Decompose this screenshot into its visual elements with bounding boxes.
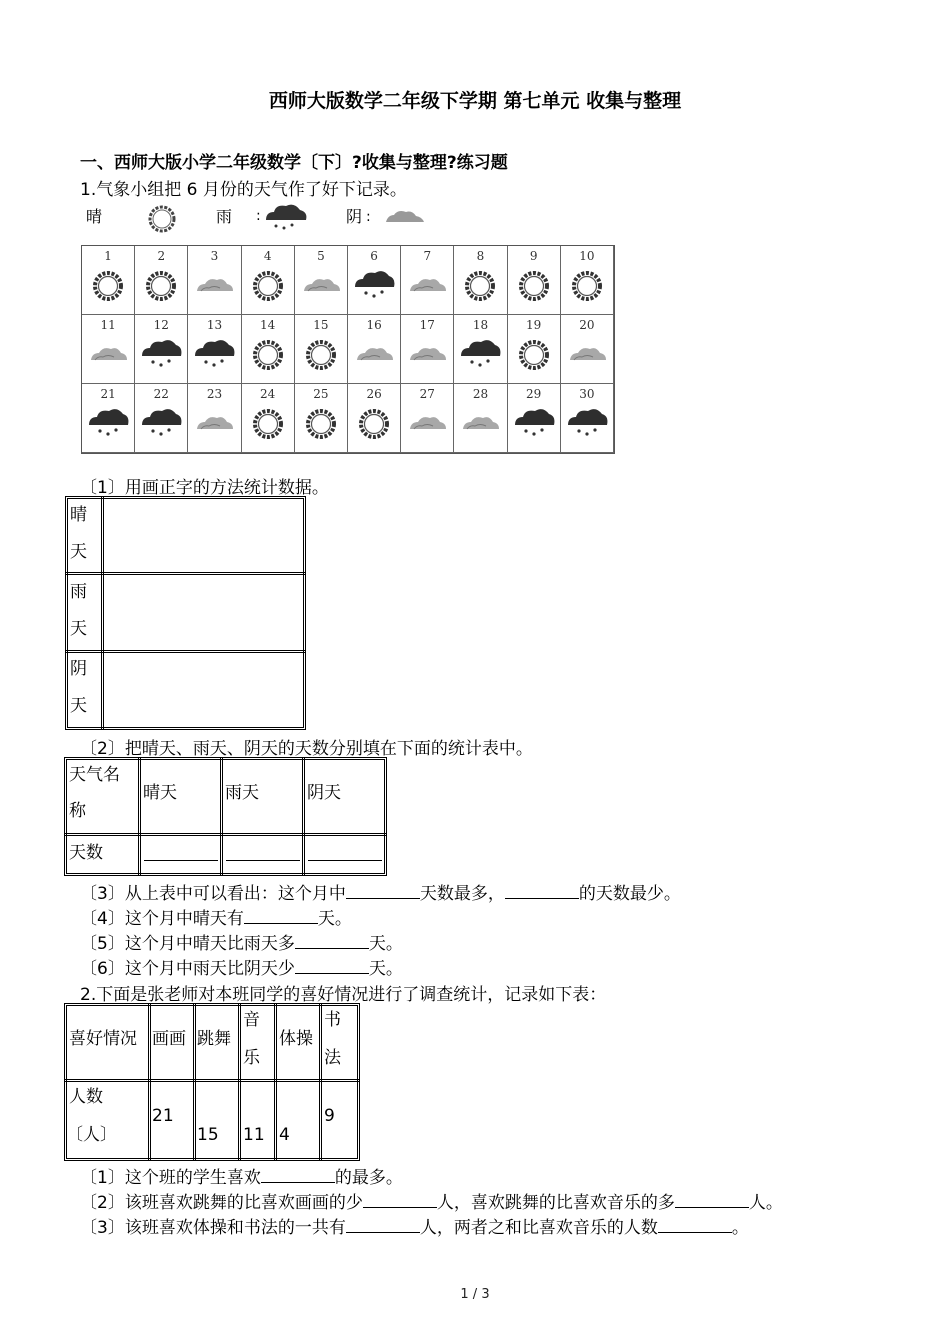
calendar-day-cell bbox=[188, 384, 241, 453]
calendar-day-number: 23 bbox=[206, 387, 223, 401]
svg-text::: : bbox=[256, 208, 261, 224]
hobby-col-dance: 跳舞 bbox=[197, 1029, 231, 1049]
calendar-day-cell bbox=[242, 315, 295, 384]
calendar-day-number: 13 bbox=[206, 318, 223, 332]
overcast-cloud-icon bbox=[299, 267, 343, 307]
calendar-day-number: 20 bbox=[579, 318, 595, 332]
overcast-cloud-icon bbox=[405, 267, 449, 307]
stat-col-sunny: 晴天 bbox=[143, 783, 177, 803]
answer-blank[interactable] bbox=[261, 1181, 335, 1183]
sun-icon bbox=[249, 267, 287, 309]
hobby-col-calligraphy-a: 书 bbox=[324, 1010, 341, 1030]
question-1-3: 〔3〕从上表中可以看出：这个月中 天数最多， 的天数最少。 bbox=[80, 884, 681, 904]
hobby-row-count-b: 〔人〕 bbox=[66, 1125, 117, 1145]
legend-rain-label: 雨 bbox=[216, 207, 233, 226]
question-2-1: 〔1〕这个班的学生喜欢 的最多。 bbox=[80, 1168, 403, 1188]
sun-icon bbox=[302, 336, 340, 378]
rain-cloud-icon bbox=[565, 405, 609, 445]
overcast-cloud-icon bbox=[405, 405, 449, 445]
hobby-value: 9 bbox=[324, 1106, 335, 1126]
calendar-day-cell bbox=[454, 315, 507, 384]
calendar-day-number: 17 bbox=[419, 318, 435, 332]
calendar-day-number: 29 bbox=[526, 387, 542, 401]
calendar-day-cell bbox=[401, 246, 454, 315]
answer-blank-rain[interactable] bbox=[226, 860, 300, 861]
calendar-day-cell bbox=[561, 384, 614, 453]
calendar-day-number: 11 bbox=[100, 318, 116, 332]
question-1-6: 〔6〕这个月中雨天比阴天少 天。 bbox=[80, 959, 403, 979]
stat-col-rain: 雨天 bbox=[225, 783, 259, 803]
answer-blank[interactable] bbox=[244, 922, 318, 924]
answer-blank[interactable] bbox=[658, 1231, 732, 1233]
calendar-day-number: 28 bbox=[472, 387, 489, 401]
question-1-2: 〔2〕把晴天、雨天、阴天的天数分别填在下面的统计表中。 bbox=[80, 739, 533, 759]
tally-row-rain-a: 雨 bbox=[70, 582, 87, 602]
page-title: 西师大版数学二年级下学期 第七单元 收集与整理 bbox=[268, 90, 682, 112]
tally-row-overcast-b: 天 bbox=[70, 696, 87, 716]
rain-cloud-icon bbox=[352, 267, 396, 307]
hobby-row-count-a: 人数 bbox=[69, 1087, 103, 1107]
overcast-cloud-icon bbox=[352, 336, 396, 376]
question-2-3: 〔3〕该班喜欢体操和书法的一共有 人，两者之和比喜欢音乐的人数 。 bbox=[80, 1218, 749, 1238]
rain-cloud-icon bbox=[139, 336, 183, 376]
legend-sunny-label: 晴 bbox=[86, 207, 103, 226]
tally-row-sunny-b: 天 bbox=[70, 542, 87, 562]
rain-cloud-icon bbox=[86, 405, 130, 445]
calendar-day-cell bbox=[242, 384, 295, 453]
calendar-day-number: 30 bbox=[579, 387, 595, 401]
stat-header-b: 称 bbox=[69, 801, 86, 821]
calendar-day-number: 1 bbox=[104, 249, 112, 263]
answer-blank[interactable] bbox=[346, 1231, 420, 1233]
answer-blank[interactable] bbox=[295, 947, 369, 949]
sun-icon bbox=[515, 336, 553, 378]
rain-cloud-icon bbox=[139, 405, 183, 445]
section-heading: 一、西师大版小学二年级数学〔下〕?收集与整理?练习题 bbox=[80, 153, 508, 173]
calendar-day-number: 19 bbox=[526, 318, 542, 332]
overcast-cloud-icon bbox=[458, 405, 502, 445]
answer-blank-overcast[interactable] bbox=[308, 860, 382, 861]
sun-icon bbox=[249, 336, 287, 378]
answer-blank[interactable] bbox=[346, 897, 420, 899]
calendar-day-number: 12 bbox=[153, 318, 169, 332]
answer-blank[interactable] bbox=[363, 1206, 437, 1208]
overcast-cloud-icon bbox=[405, 336, 449, 376]
tally-row-sunny-a: 晴 bbox=[70, 505, 87, 525]
calendar-day-number: 7 bbox=[423, 249, 432, 263]
sun-icon bbox=[568, 267, 606, 309]
legend-overcast-label: 阴 bbox=[346, 207, 363, 226]
calendar-day-cell bbox=[188, 246, 241, 315]
sun-icon bbox=[355, 405, 393, 447]
tally-row-rain-b: 天 bbox=[70, 619, 87, 639]
calendar-day-number: 21 bbox=[100, 387, 116, 401]
sun-icon bbox=[461, 267, 499, 309]
weather-calendar bbox=[81, 245, 615, 454]
calendar-day-cell bbox=[454, 246, 507, 315]
sun-icon bbox=[302, 405, 340, 447]
answer-blank[interactable] bbox=[295, 972, 369, 974]
calendar-day-cell bbox=[135, 384, 188, 453]
calendar-day-cell bbox=[242, 246, 295, 315]
question-1-intro: 1.气象小组把 6 月份的天气作了好下记录。 bbox=[80, 180, 407, 200]
stat-header-a: 天气名 bbox=[69, 765, 120, 785]
calendar-day-number: 25 bbox=[313, 387, 329, 401]
calendar-day-number: 10 bbox=[579, 249, 595, 263]
page-number: 1 / 3 bbox=[460, 1287, 490, 1302]
calendar-day-cell bbox=[295, 315, 348, 384]
hobby-value: 11 bbox=[243, 1125, 265, 1145]
rain-cloud-icon bbox=[458, 336, 502, 376]
calendar-day-number: 14 bbox=[260, 318, 276, 332]
overcast-cloud-icon bbox=[192, 405, 236, 445]
calendar-day-cell bbox=[401, 315, 454, 384]
calendar-day-cell bbox=[135, 246, 188, 315]
calendar-day-cell bbox=[348, 315, 401, 384]
calendar-day-cell bbox=[348, 384, 401, 453]
calendar-day-cell bbox=[508, 384, 561, 453]
rain-cloud-icon bbox=[192, 336, 236, 376]
calendar-day-number: 8 bbox=[476, 249, 485, 263]
hobby-col-drawing: 画画 bbox=[152, 1029, 186, 1049]
question-1-1: 〔1〕用画正字的方法统计数据。 bbox=[80, 478, 329, 498]
rain-cloud-icon bbox=[512, 405, 556, 445]
calendar-day-number: 9 bbox=[529, 249, 538, 263]
calendar-day-cell bbox=[295, 384, 348, 453]
hobby-col-music-a: 音 bbox=[243, 1010, 260, 1030]
calendar-day-number: 15 bbox=[313, 318, 329, 332]
hobby-col-calligraphy-b: 法 bbox=[324, 1048, 341, 1068]
calendar-day-number: 24 bbox=[260, 387, 276, 401]
answer-blank[interactable] bbox=[505, 897, 579, 899]
hobby-header: 喜好情况 bbox=[69, 1029, 137, 1049]
hobby-col-gymnastics: 体操 bbox=[279, 1029, 313, 1049]
calendar-day-number: 3 bbox=[210, 249, 219, 263]
hobby-col-music-b: 乐 bbox=[243, 1048, 260, 1068]
tally-row-overcast-a: 阴 bbox=[70, 659, 87, 679]
sun-icon bbox=[515, 267, 553, 309]
calendar-day-cell bbox=[561, 246, 614, 315]
calendar-day-number: 18 bbox=[472, 318, 489, 332]
stat-col-overcast: 阴天 bbox=[307, 783, 341, 803]
overcast-cloud-icon bbox=[565, 336, 609, 376]
calendar-day-cell bbox=[188, 315, 241, 384]
calendar-day-cell bbox=[82, 315, 135, 384]
calendar-day-number: 22 bbox=[153, 387, 169, 401]
question-2-2: 〔2〕该班喜欢跳舞的比喜欢画画的少 人，喜欢跳舞的比喜欢音乐的多 人。 bbox=[80, 1193, 783, 1213]
question-1-4: 〔4〕这个月中晴天有 天。 bbox=[80, 909, 352, 929]
calendar-day-cell bbox=[135, 315, 188, 384]
hobby-value: 15 bbox=[197, 1125, 219, 1145]
sun-icon bbox=[142, 267, 180, 309]
answer-blank[interactable] bbox=[675, 1206, 749, 1208]
calendar-day-number: 4 bbox=[263, 249, 272, 263]
calendar-day-cell bbox=[82, 384, 135, 453]
question-1-5: 〔5〕这个月中晴天比雨天多 天。 bbox=[80, 934, 403, 954]
overcast-cloud-icon bbox=[192, 267, 236, 307]
calendar-day-number: 27 bbox=[419, 387, 435, 401]
sun-icon bbox=[249, 405, 287, 447]
calendar-day-cell bbox=[401, 384, 454, 453]
sun-icon bbox=[89, 267, 127, 309]
calendar-day-cell bbox=[454, 384, 507, 453]
calendar-day-number: 16 bbox=[366, 318, 382, 332]
calendar-day-number: 6 bbox=[370, 249, 378, 263]
calendar-day-cell bbox=[508, 246, 561, 315]
question-2-intro: 2.下面是张老师对本班同学的喜好情况进行了调查统计，记录如下表： bbox=[80, 985, 607, 1005]
rain-cloud-icon bbox=[256, 200, 312, 234]
calendar-day-cell bbox=[295, 246, 348, 315]
calendar-day-cell bbox=[508, 315, 561, 384]
sun-icon bbox=[143, 201, 181, 237]
overcast-cloud-icon bbox=[86, 336, 130, 376]
hobby-value: 4 bbox=[279, 1125, 290, 1145]
hobby-value: 21 bbox=[152, 1106, 174, 1126]
stat-row-days: 天数 bbox=[69, 843, 103, 863]
calendar-day-cell bbox=[348, 246, 401, 315]
calendar-day-cell bbox=[82, 246, 135, 315]
calendar-day-number: 5 bbox=[317, 249, 325, 263]
overcast-cloud-icon bbox=[366, 205, 430, 227]
svg-text::: : bbox=[366, 209, 371, 225]
answer-blank-sunny[interactable] bbox=[144, 860, 218, 861]
calendar-day-number: 2 bbox=[157, 249, 166, 263]
calendar-day-cell bbox=[561, 315, 614, 384]
calendar-day-number: 26 bbox=[366, 387, 382, 401]
